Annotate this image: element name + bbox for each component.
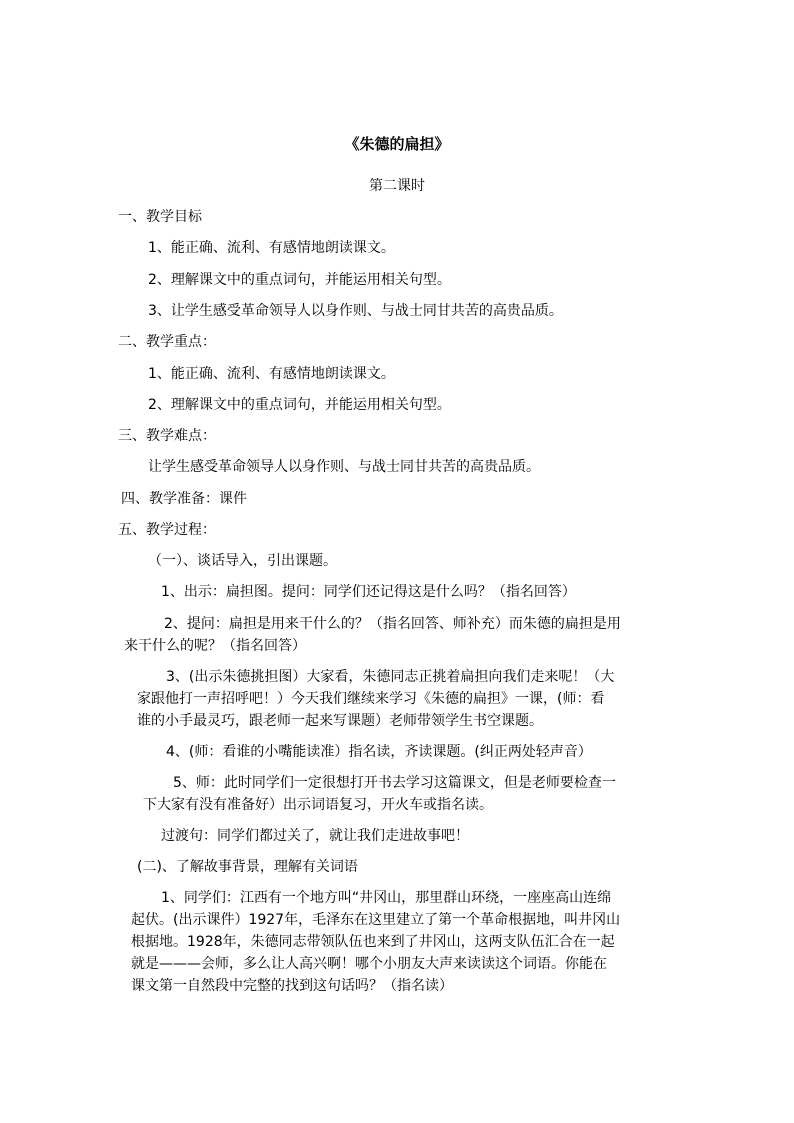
- section-heading: 三、教学难点：: [118, 428, 216, 444]
- transition-sentence: 过渡句：同学们都过关了，就让我们走进故事吧！: [161, 828, 469, 844]
- section-heading: 一、教学目标: [118, 209, 202, 225]
- key-point-item: 2、理解课文中的重点词句，并能运用相关句型。: [148, 397, 451, 413]
- section-heading: 二、教学重点：: [118, 334, 216, 350]
- process-paragraph-continued: 家跟他打一声招呼吧！）今天我们继续来学习《朱德的扁担》一课，(师：看: [137, 691, 605, 707]
- difficulty-item: 让学生感受革命领导人以身作则、与战士同甘共苦的高贵品质。: [148, 459, 540, 475]
- subsection-heading: (二)、了解故事背景，理解有关词语: [137, 859, 358, 875]
- document-title: 《朱德的扁担》: [344, 135, 450, 153]
- process-paragraph-continued: 下大家有没有准备好）出示词语复习，开火车或指名读。: [143, 797, 493, 813]
- lesson-period: 第二课时: [369, 178, 425, 194]
- process-paragraph-continued: 课文第一自然段中完整的找到这句话吗？（指名读）: [131, 978, 453, 994]
- goal-item: 2、理解课文中的重点词句，并能运用相关句型。: [148, 272, 451, 288]
- subsection-heading: （一）、谈话导入，引出课题。: [148, 553, 337, 569]
- process-paragraph-continued: 谁的小手最灵巧，跟老师一起来写课题）老师带领学生书空课题。: [137, 713, 543, 729]
- process-paragraph-continued: 根据地。1928年，朱德同志带领队伍也来到了井冈山，这两支队伍汇合在一起: [131, 934, 615, 950]
- section-heading: 四、教学准备：课件: [121, 491, 247, 507]
- section-heading: 五、教学过程：: [118, 522, 216, 538]
- process-paragraph: 3、(出示朱德挑担图）大家看，朱德同志正挑着扁担向我们走来呢！（大: [166, 669, 615, 685]
- process-paragraph: 1、同学们：江西有一个地方叫“井冈山，那里群山环绕，一座座高山连绵: [161, 890, 612, 906]
- process-paragraph: 1、出示：扁担图。提问：同学们还记得这是什么吗？（指名回答）: [161, 584, 576, 600]
- goal-item: 3、让学生感受革命领导人以身作则、与战士同甘共苦的高贵品质。: [148, 303, 563, 319]
- key-point-item: 1、能正确、流利、有感情地朗读课文。: [148, 366, 395, 382]
- process-paragraph: 2、提问：扁担是用来干什么的？（指名回答、师补充）而朱德的扁担是用: [164, 616, 621, 632]
- process-paragraph: 5、师：此时同学们一定很想打开书去学习这篇课文，但是老师要检查一: [173, 775, 616, 791]
- process-paragraph: 4、(师：看谁的小嘴能读准）指名读，齐读课题。(纠正两处轻声音）: [166, 744, 592, 760]
- process-paragraph-continued: 来干什么的呢？（指名回答）: [124, 638, 306, 654]
- process-paragraph-continued: 就是———会师，多么让人高兴啊！哪个小朋友大声来读读这个词语。你能在: [131, 956, 607, 972]
- goal-item: 1、能正确、流利、有感情地朗读课文。: [148, 240, 395, 256]
- process-paragraph-continued: 起伏。(出示课件）1927年，毛泽东在这里建立了第一个革命根据地，叫井冈山: [131, 912, 621, 928]
